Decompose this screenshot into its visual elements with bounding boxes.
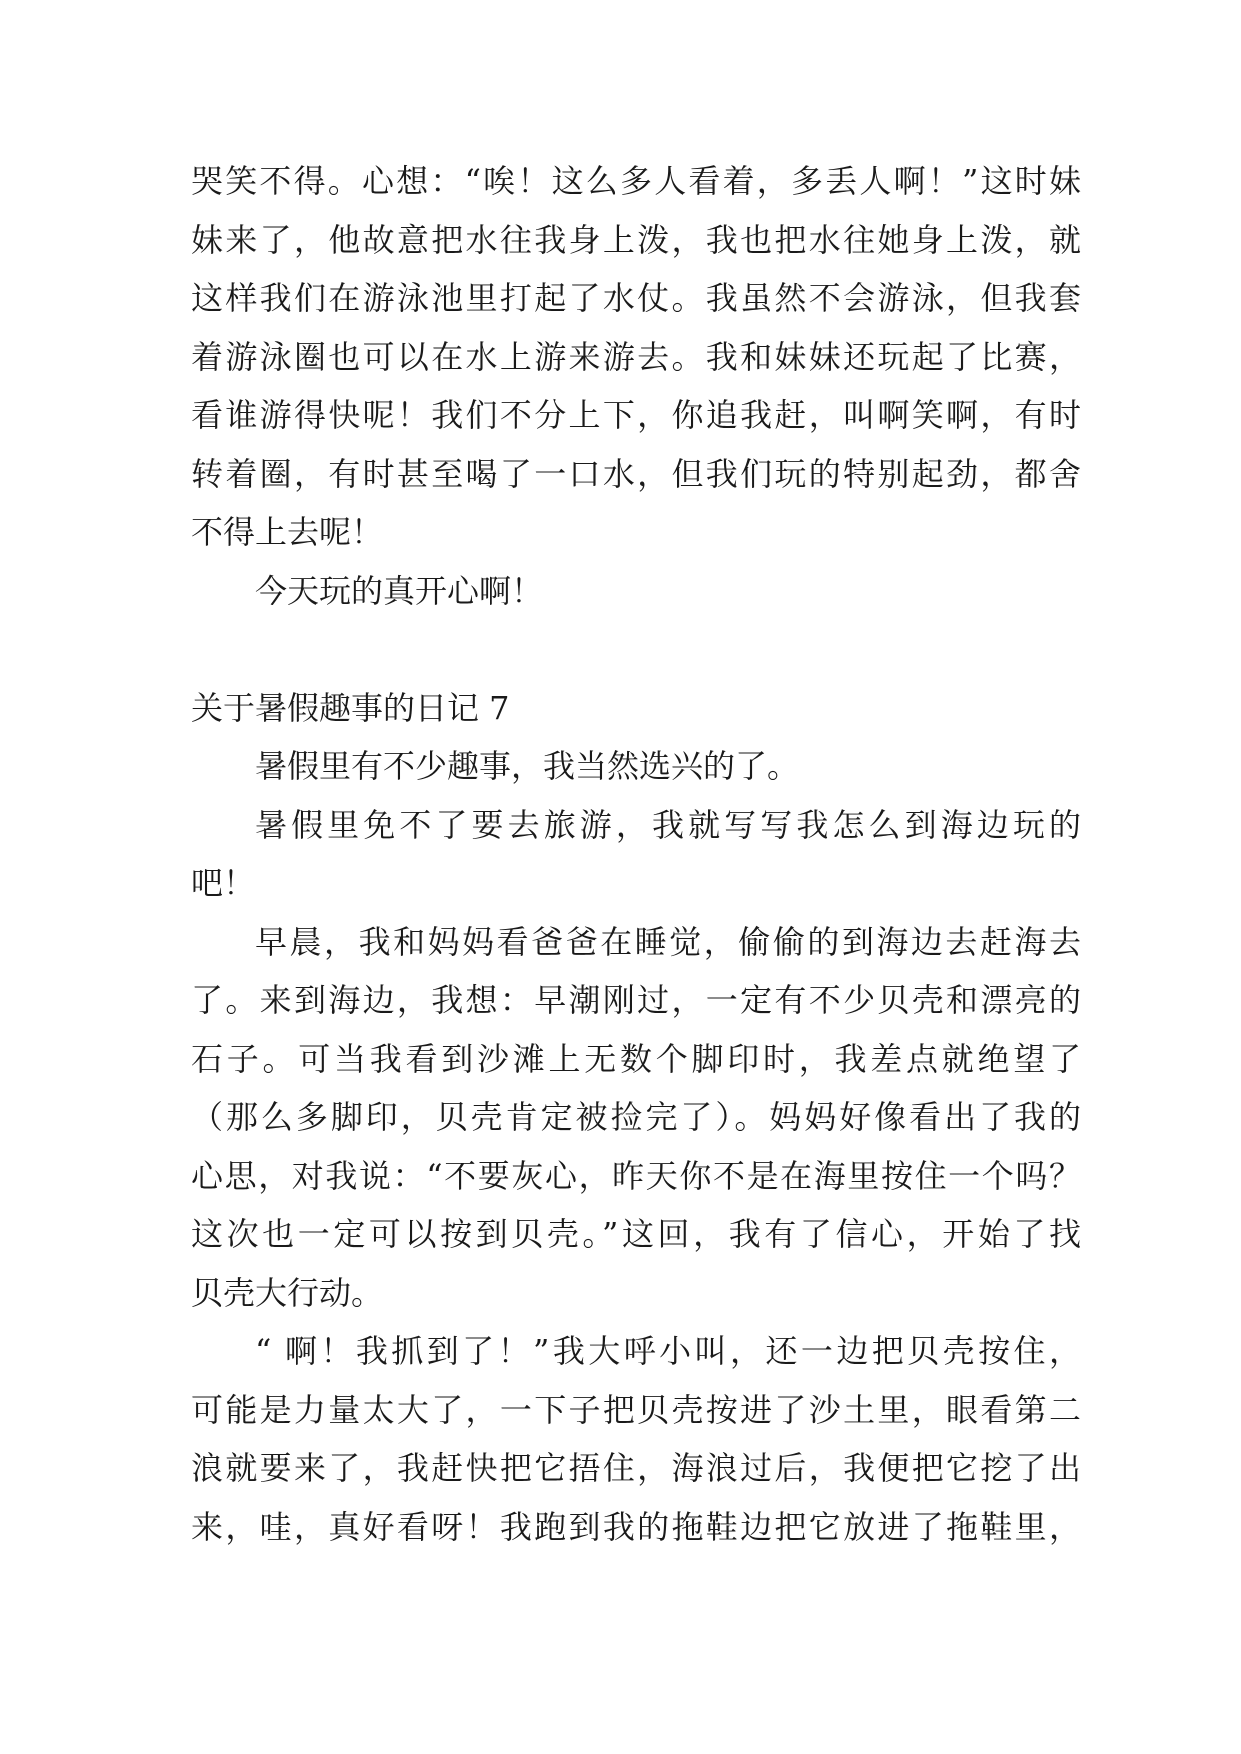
section-title: 关于暑假趣事的日记 7 — [191, 688, 510, 727]
paragraph-line: 不得上去呢！ — [191, 513, 384, 551]
closing-line: 今天玩的真开心啊！ — [255, 571, 544, 610]
paragraph-line: （那么多脚印，贝壳肯定被捡完了）。妈妈好像看出了我的 — [191, 1098, 1081, 1136]
document-body — [191, 152, 1081, 1556]
paragraph-line: 贝壳大行动。 — [191, 1273, 384, 1312]
paragraph-line: 心思，对我说：“不要灰心，昨天你不是在海里按住一个吗？ — [191, 1156, 1081, 1195]
paragraph-line: 看谁游得快呢！我们不分上下，你追我赶，叫啊笑啊，有时 — [191, 396, 1081, 434]
paragraph-line: 早晨，我和妈妈看爸爸在睡觉，偷偷的到海边去赶海去 — [255, 922, 1081, 961]
paragraph-line: 来，哇，真好看呀！我跑到我的拖鞋边把它放进了拖鞋里， — [191, 1507, 1081, 1546]
paragraph-line: 这次也一定可以按到贝壳。”这回，我有了信心，开始了找 — [191, 1215, 1081, 1253]
paragraph-line: 着游泳圈也可以在水上游来游去。我和妹妹还玩起了比赛， — [191, 337, 1081, 376]
paragraph-line: “ 啊！我抓到了！”我大呼小叫，还一边把贝壳按住， — [255, 1332, 1081, 1370]
paragraph-line: 暑假里免不了要去旅游，我就写写我怎么到海边玩的 — [255, 805, 1081, 844]
paragraph-line: 可能是力量太大了，一下子把贝壳按进了沙土里，眼看第二 — [191, 1390, 1081, 1429]
section-spacer — [191, 620, 1081, 679]
paragraph-line: 转着圈，有时甚至喝了一口水，但我们玩的特别起劲，都舍 — [191, 454, 1081, 493]
paragraph-line: 了。来到海边，我想：早潮刚过，一定有不少贝壳和漂亮的 — [191, 981, 1081, 1019]
paragraph-line: 这样我们在游泳池里打起了水仗。我虽然不会游泳，但我套 — [191, 279, 1081, 317]
paragraph-line: 妹来了，他故意把水往我身上泼，我也把水往她身上泼，就 — [191, 220, 1081, 259]
paragraph-line: 哭笑不得。心想：“唉！这么多人看着，多丢人啊！”这时妹 — [191, 162, 1081, 200]
paragraph-line: 石子。可当我看到沙滩上无数个脚印时，我差点就绝望了 — [191, 1039, 1081, 1078]
paragraph-line: 吧！ — [191, 864, 256, 902]
paragraph-line: 浪就要来了，我赶快把它捂住，海浪过后，我便把它挖了出 — [191, 1449, 1081, 1487]
intro-line: 暑假里有不少趣事，我当然选兴的了。 — [255, 747, 800, 785]
